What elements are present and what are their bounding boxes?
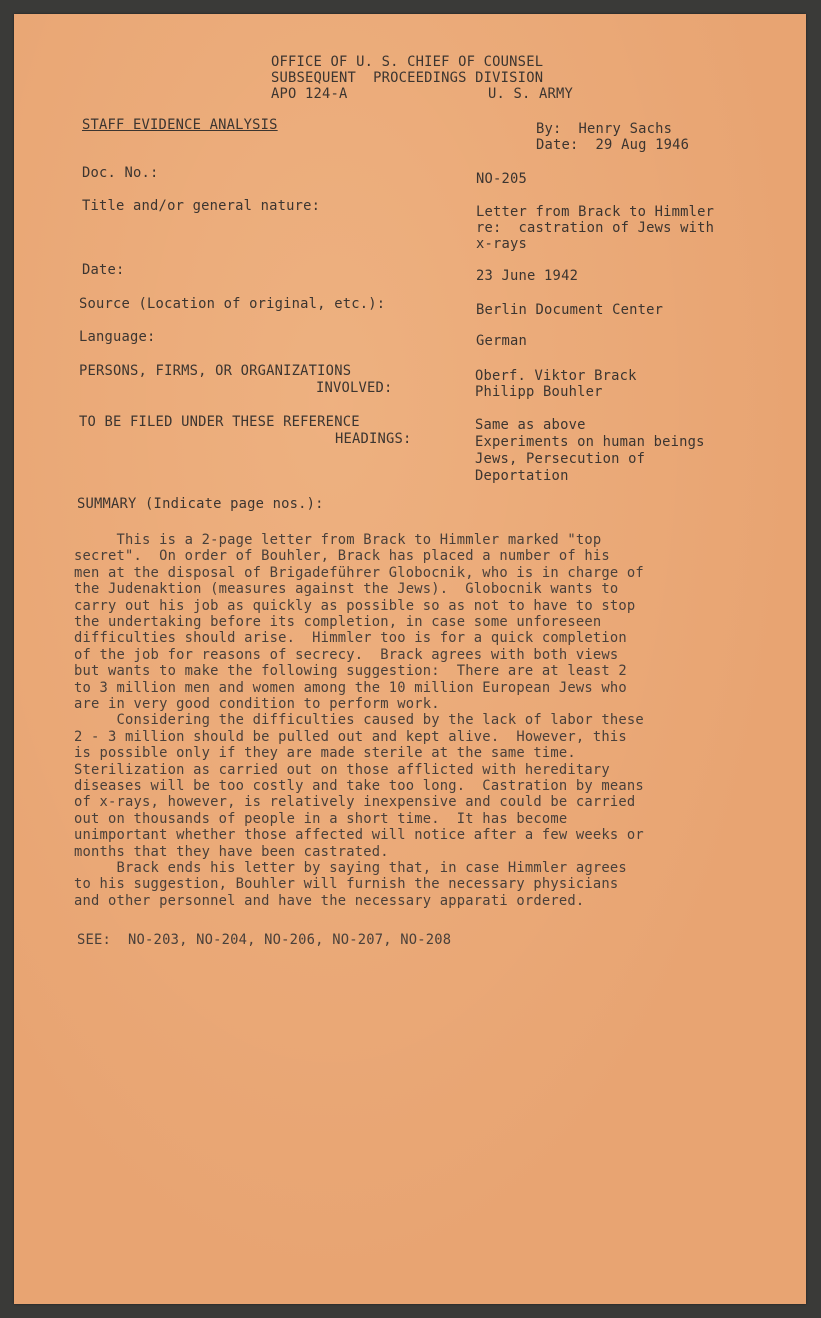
source-value: Berlin Document Center <box>476 302 664 318</box>
summary-line: and other personnel and have the necessary apparati ordered. <box>74 892 585 909</box>
language-value: German <box>476 333 528 349</box>
header-line-1: OFFICE OF U. S. CHIEF OF COUNSEL <box>271 54 544 70</box>
filed-label-line: HEADINGS: <box>335 431 412 447</box>
summary-line: the Judenaktion (measures against the Jews). Globocnik wants to <box>74 581 619 598</box>
summary-line: Considering the difficulties caused by the lack of labor these <box>74 712 644 729</box>
language-label: Language: <box>79 329 156 345</box>
date-label: Date: <box>82 262 125 278</box>
summary-line: months that they have been castrated. <box>74 843 389 860</box>
header-line-2: SUBSEQUENT PROCEEDINGS DIVISION <box>271 70 544 86</box>
see-references: SEE: NO-203, NO-204, NO-206, NO-207, NO-208 <box>77 932 452 948</box>
analysis-date: Date: 29 Aug 1946 <box>536 137 690 153</box>
analysis-title: STAFF EVIDENCE ANALYSIS <box>82 117 278 133</box>
summary-line: of the job for reasons of secrecy. Brack agrees with both views <box>74 646 619 663</box>
source-label: Source (Location of original, etc.): <box>79 296 386 312</box>
summary-line: difficulties should arise. Himmler too is for a quick completion <box>74 630 627 647</box>
summary-line: is possible only if they are made sterile at the same time. <box>74 745 576 762</box>
doc-no-value: NO-205 <box>476 171 528 187</box>
summary-line: of x-rays, however, is relatively inexpensive and could be carried <box>74 794 636 811</box>
filed-value-line: Jews, Persecution of <box>475 451 646 467</box>
summary-line: This is a 2-page letter from Brack to Himmler marked "top <box>74 532 602 548</box>
persons-label-line: INVOLVED: <box>316 380 393 396</box>
header-line-3-left: APO 124-A <box>271 86 348 102</box>
title-label: Title and/or general nature: <box>82 198 321 214</box>
title-value-line: Letter from Brack to Himmler <box>476 204 715 220</box>
date-value: 23 June 1942 <box>476 268 579 284</box>
summary-line: Brack ends his letter by saying that, in case Himmler agrees <box>74 860 627 876</box>
summary-label: SUMMARY (Indicate page nos.): <box>77 496 324 512</box>
summary-line: but wants to make the following suggestion: There are at least 2 <box>74 663 627 680</box>
title-value-line: re: castration of Jews with <box>476 220 715 236</box>
filed-value-line: Deportation <box>475 468 569 484</box>
persons-label-line: PERSONS, FIRMS, OR ORGANIZATIONS <box>79 363 352 379</box>
summary-line: men at the disposal of Brigadeführer Globocnik, who is in charge of <box>74 564 644 581</box>
summary-line: are in very good condition to perform work. <box>74 696 440 712</box>
summary-line: out on thousands of people in a short time. It has become <box>74 810 568 827</box>
header-line-3-right: U. S. ARMY <box>488 86 574 102</box>
persons-value-line: Philipp Bouhler <box>475 384 603 400</box>
summary-line: carry out his job as quickly as possible so as not to have to stop <box>74 597 636 614</box>
summary-line: the undertaking before its completion, in case some unforeseen <box>74 614 602 630</box>
summary-line: unimportant whether those affected will notice after a few weeks or <box>74 827 644 844</box>
title-value-line: x-rays <box>476 236 528 252</box>
summary-line: 2 - 3 million should be pulled out and kept alive. However, this <box>74 728 627 745</box>
doc-no-label: Doc. No.: <box>82 165 159 181</box>
persons-value-line: Oberf. Viktor Brack <box>475 368 637 384</box>
filed-value-line: Experiments on human beings <box>475 434 705 450</box>
filed-label-line: TO BE FILED UNDER THESE REFERENCE <box>79 414 360 430</box>
filed-value-line: Same as above <box>475 417 586 433</box>
summary-line: Sterilization as carried out on those afflicted with hereditary <box>74 761 610 778</box>
summary-line: to 3 million men and women among the 10 million European Jews who <box>74 679 627 696</box>
document-page <box>14 14 806 1304</box>
summary-line: to his suggestion, Bouhler will furnish the necessary physicians <box>74 876 619 893</box>
summary-line: secret". On order of Bouhler, Brack has placed a number of his <box>74 548 610 565</box>
summary-line: diseases will be too costly and take too long. Castration by means <box>74 778 644 794</box>
analyst-by: By: Henry Sachs <box>536 121 673 137</box>
